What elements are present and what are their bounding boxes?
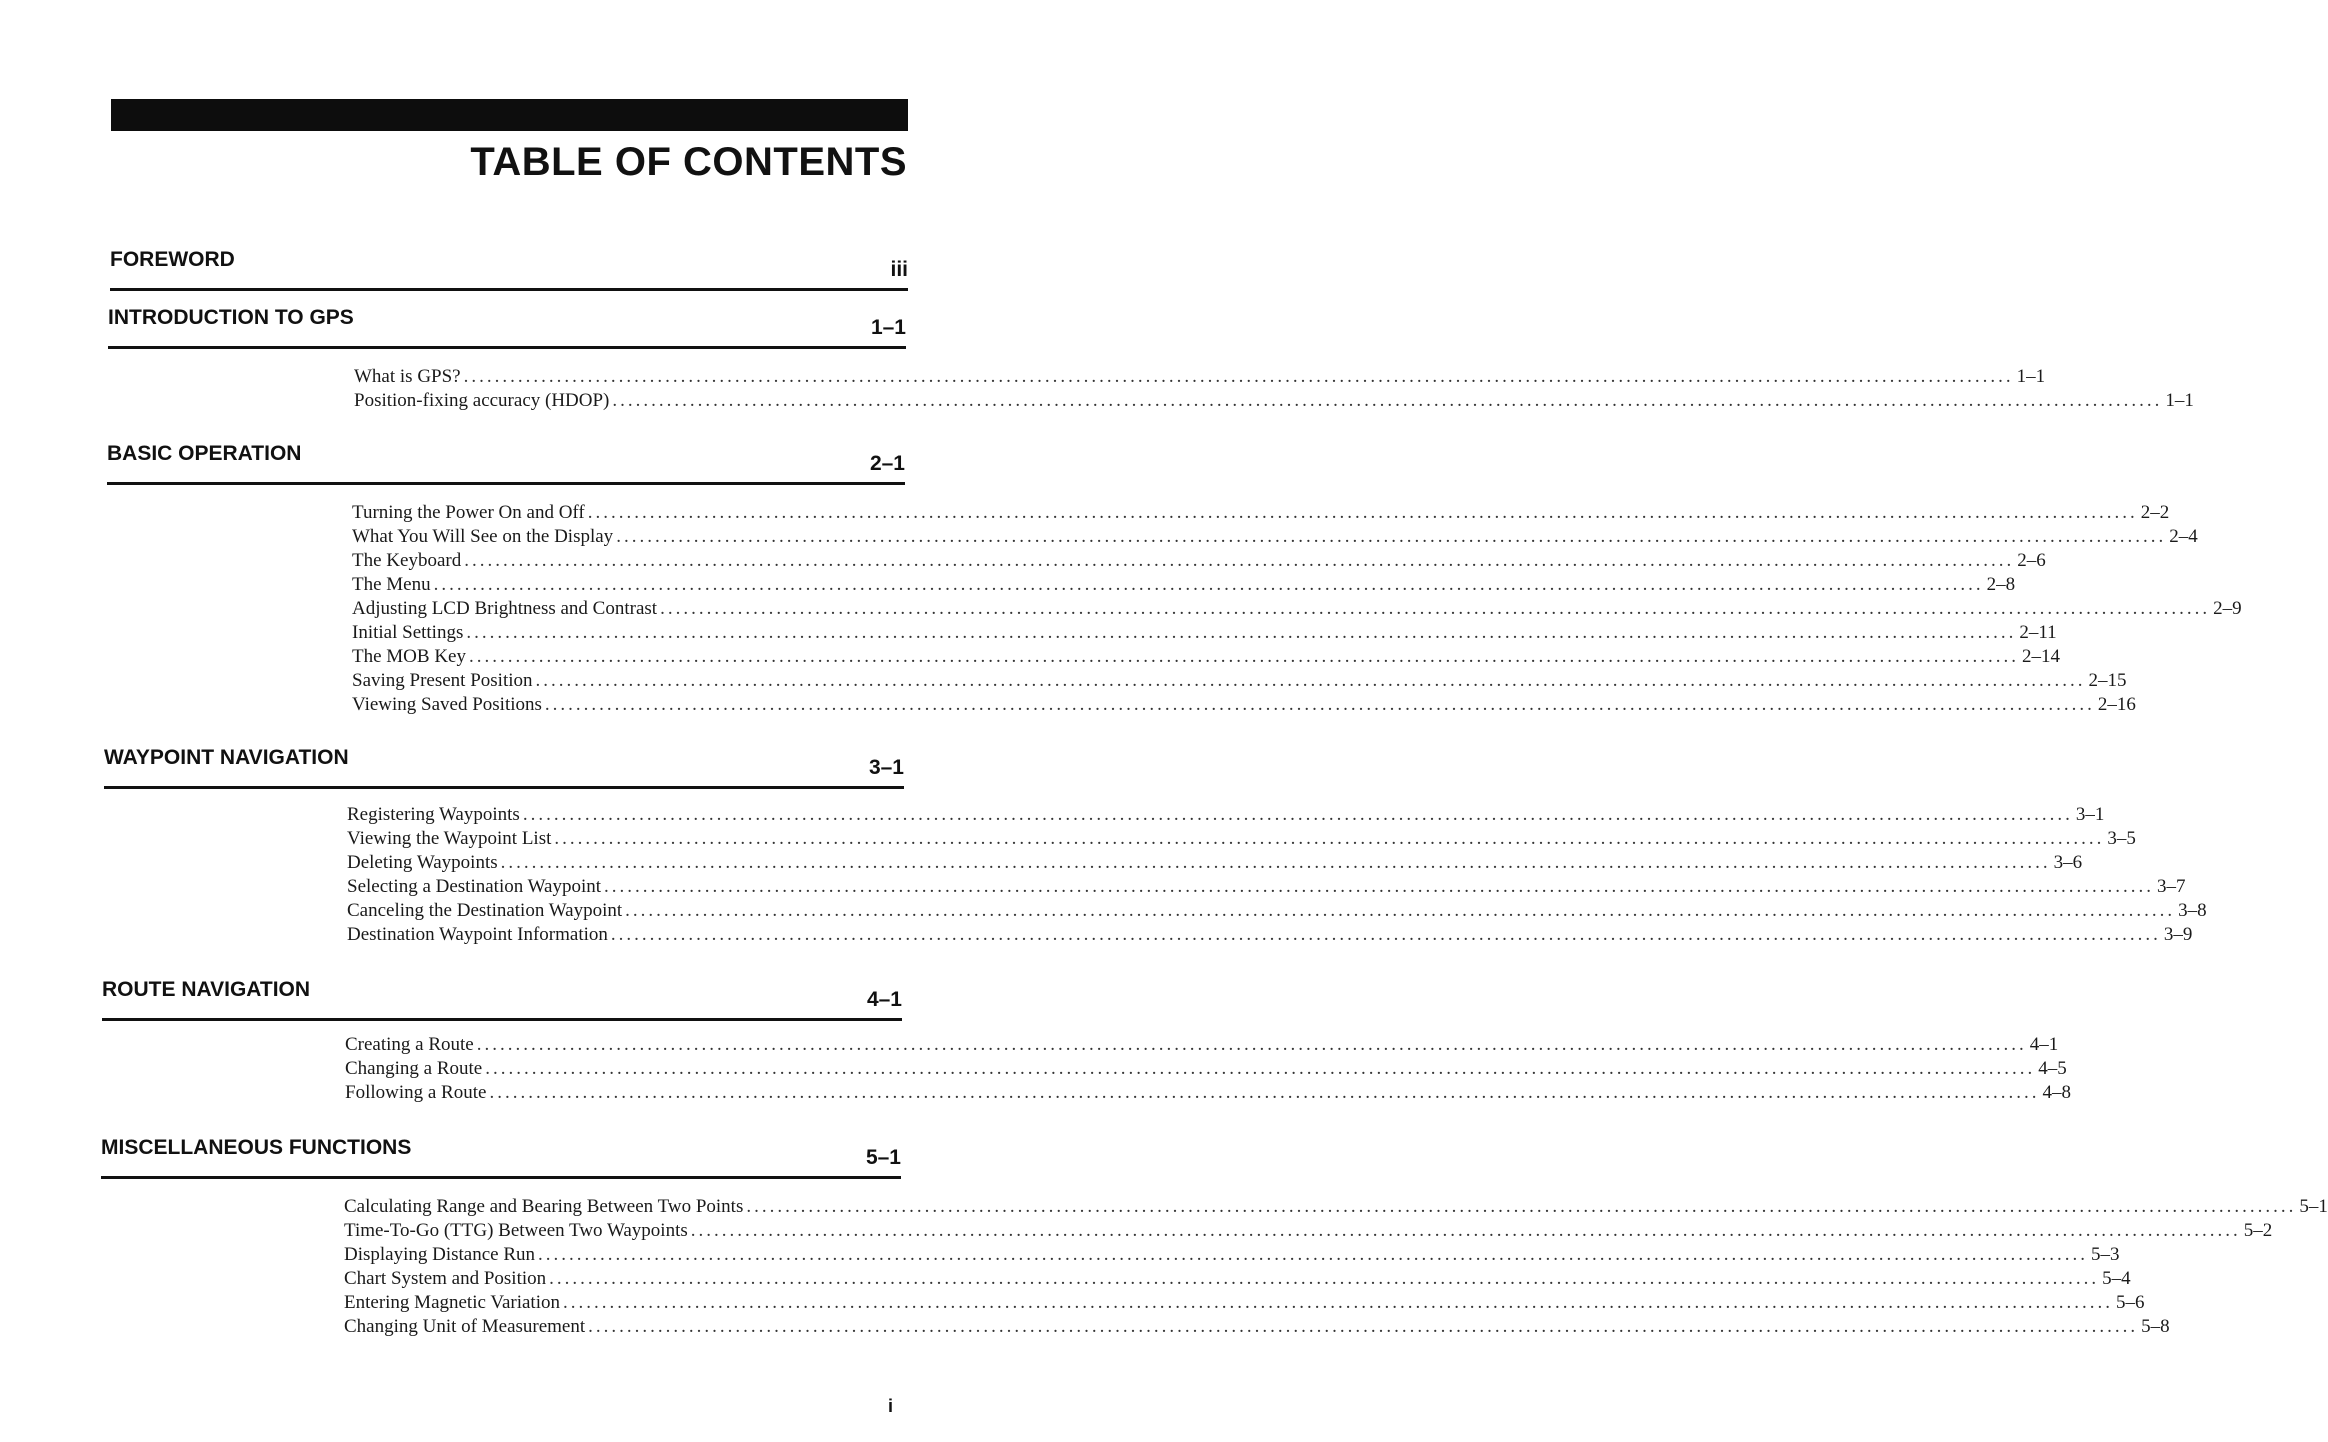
- entry-page: 2–6: [2017, 550, 2046, 571]
- entry-page: 3–6: [2053, 852, 2083, 873]
- entry-label: Changing a Route: [345, 1058, 483, 1079]
- dot-leader: ........................................................................................................................................................................................................: [610, 924, 2161, 945]
- dot-leader: ........................................................................................................................................................................................................: [612, 390, 2163, 411]
- toc-entries-miscellaneous-functions: [344, 1196, 2328, 1340]
- toc-entry[interactable]: [347, 828, 2136, 852]
- entry-label: Selecting a Destination Waypoint: [347, 876, 602, 897]
- section-page: 3–1: [868, 756, 904, 779]
- entry-page: 3–5: [2107, 828, 2136, 849]
- entry-label: Saving Present Position: [352, 670, 533, 691]
- toc-section-basic-operation: [107, 442, 905, 485]
- section-heading: [108, 306, 906, 349]
- entry-page: 2–14: [2021, 646, 2060, 667]
- entry-page: 5–3: [2091, 1244, 2120, 1265]
- toc-entry[interactable]: [354, 390, 2194, 414]
- dot-leader: ........................................................................................................................................................................................................: [690, 1220, 2241, 1241]
- entry-page: 2–11: [2019, 622, 2057, 643]
- dot-leader: ........................................................................................................................................................................................................: [500, 852, 2051, 873]
- toc-entry[interactable]: [347, 876, 2186, 900]
- page-title: TABLE OF CONTENTS: [470, 140, 907, 184]
- entry-label: Chart System and Position: [344, 1268, 547, 1289]
- section-heading: [104, 746, 904, 789]
- entry-page: 3–7: [2157, 876, 2186, 897]
- toc-entry[interactable]: [347, 804, 2105, 828]
- section-page: 5–1: [865, 1146, 901, 1169]
- dot-leader: ........................................................................................................................................................................................................: [468, 646, 2019, 667]
- entry-page: 4–1: [2029, 1034, 2059, 1055]
- toc-entry[interactable]: [352, 550, 2046, 574]
- toc-section-miscellaneous-functions: [101, 1136, 901, 1179]
- dot-leader: ........................................................................................................................................................................................................: [554, 828, 2105, 849]
- dot-leader: ........................................................................................................................................................................................................: [538, 1244, 2089, 1265]
- dot-leader: ........................................................................................................................................................................................................: [476, 1034, 2027, 1055]
- entry-page: 4–5: [2038, 1058, 2067, 1079]
- entry-page: 2–8: [1986, 574, 2016, 595]
- page-number: i: [888, 1396, 894, 1416]
- entry-page: 3–9: [2163, 924, 2193, 945]
- entry-label: Changing Unit of Measurement: [344, 1316, 586, 1337]
- entry-label: The MOB Key: [352, 646, 466, 667]
- toc-section-foreword: [110, 248, 908, 291]
- entry-page: 2–2: [2140, 502, 2170, 523]
- entry-label: Viewing Saved Positions: [352, 694, 542, 715]
- toc-entry[interactable]: [347, 852, 2083, 876]
- dot-leader: ........................................................................................................................................................................................................: [616, 526, 2167, 547]
- toc-entry[interactable]: [347, 924, 2193, 948]
- entry-page: 5–2: [2243, 1220, 2273, 1241]
- entry-page: 2–16: [2097, 694, 2136, 715]
- section-title[interactable]: INTRODUCTION TO GPS: [108, 306, 354, 329]
- dot-leader: ........................................................................................................................................................................................................: [549, 1268, 2100, 1289]
- section-heading: [101, 1136, 901, 1179]
- toc-entries-waypoint-navigation: [347, 804, 2207, 948]
- entry-label: What is GPS?: [354, 366, 461, 387]
- section-title[interactable]: BASIC OPERATION: [107, 442, 302, 465]
- toc-entry[interactable]: [352, 646, 2060, 670]
- entry-label: Creating a Route: [345, 1034, 474, 1055]
- toc-entry[interactable]: [344, 1268, 2131, 1292]
- toc-entry[interactable]: [344, 1316, 2170, 1340]
- entry-label: Initial Settings: [352, 622, 464, 643]
- section-page: 4–1: [866, 988, 902, 1011]
- toc-entry[interactable]: [352, 526, 2198, 550]
- dot-leader: ........................................................................................................................................................................................................: [544, 694, 2095, 715]
- dot-leader: ........................................................................................................................................................................................................: [485, 1058, 2036, 1079]
- entry-page: 2–15: [2088, 670, 2127, 691]
- entry-label: Following a Route: [345, 1082, 487, 1103]
- dot-leader: ........................................................................................................................................................................................................: [522, 804, 2073, 825]
- entry-page: 5–4: [2102, 1268, 2131, 1289]
- toc-section-introduction: [108, 306, 906, 349]
- toc-entry[interactable]: [352, 694, 2136, 718]
- toc-entry[interactable]: [352, 622, 2057, 646]
- toc-entry[interactable]: [345, 1034, 2059, 1058]
- toc-entry[interactable]: [352, 502, 2170, 526]
- entry-label: Canceling the Destination Waypoint: [347, 900, 623, 921]
- section-heading: [102, 978, 902, 1021]
- entry-label: What You Will See on the Display: [352, 526, 614, 547]
- toc-entry[interactable]: [344, 1292, 2145, 1316]
- dot-leader: ........................................................................................................................................................................................................: [535, 670, 2086, 691]
- toc-entry[interactable]: [352, 670, 2127, 694]
- section-title[interactable]: WAYPOINT NAVIGATION: [104, 746, 349, 769]
- title-bar-rule: [111, 99, 908, 131]
- entry-page: 5–6: [2115, 1292, 2145, 1313]
- entry-label: Destination Waypoint Information: [347, 924, 608, 945]
- entry-page: 1–1: [2016, 366, 2046, 387]
- dot-leader: ........................................................................................................................................................................................................: [562, 1292, 2113, 1313]
- section-title[interactable]: ROUTE NAVIGATION: [102, 978, 311, 1001]
- toc-entry[interactable]: [345, 1082, 2071, 1106]
- section-page: 1–1: [870, 316, 906, 339]
- toc-entry[interactable]: [352, 598, 2242, 622]
- section-page: iii: [890, 258, 908, 281]
- dot-leader: ........................................................................................................................................................................................................: [625, 900, 2176, 921]
- dot-leader: ........................................................................................................................................................................................................: [588, 1316, 2139, 1337]
- toc-entry[interactable]: [347, 900, 2207, 924]
- section-title[interactable]: FOREWORD: [110, 248, 235, 271]
- entry-label: Displaying Distance Run: [344, 1244, 536, 1265]
- entry-label: Adjusting LCD Brightness and Contrast: [352, 598, 658, 619]
- dot-leader: ........................................................................................................................................................................................................: [463, 366, 2014, 387]
- entry-page: 4–8: [2042, 1082, 2071, 1103]
- section-heading: [107, 442, 905, 485]
- entry-page: 1–1: [2165, 390, 2194, 411]
- dot-leader: ........................................................................................................................................................................................................: [746, 1196, 2297, 1217]
- entry-label: Calculating Range and Bearing Between Two Points: [344, 1196, 744, 1217]
- toc-entry[interactable]: [344, 1244, 2120, 1268]
- toc-entries-introduction: [354, 366, 2194, 414]
- dot-leader: ........................................................................................................................................................................................................: [604, 876, 2155, 897]
- section-heading: [110, 248, 908, 291]
- toc-entry[interactable]: [344, 1220, 2273, 1244]
- entry-page: 2–9: [2213, 598, 2242, 619]
- entry-page: 3–1: [2075, 804, 2105, 825]
- entry-page: 3–8: [2178, 900, 2207, 921]
- entry-label: The Keyboard: [352, 550, 462, 571]
- entry-label: Viewing the Waypoint List: [347, 828, 552, 849]
- entry-label: Time-To-Go (TTG) Between Two Waypoints: [344, 1220, 688, 1241]
- dot-leader: ........................................................................................................................................................................................................: [466, 622, 2017, 643]
- toc-entries-route-navigation: [345, 1034, 2071, 1106]
- dot-leader: ........................................................................................................................................................................................................: [464, 550, 2015, 571]
- toc-entry[interactable]: [354, 366, 2046, 390]
- entry-label: Deleting Waypoints: [347, 852, 498, 873]
- entry-label: Turning the Power On and Off: [352, 502, 585, 523]
- entry-label: The Menu: [352, 574, 431, 595]
- entry-label: Entering Magnetic Variation: [344, 1292, 560, 1313]
- toc-entry[interactable]: [345, 1058, 2067, 1082]
- dot-leader: ........................................................................................................................................................................................................: [489, 1082, 2040, 1103]
- toc-entry[interactable]: [352, 574, 2016, 598]
- dot-leader: ........................................................................................................................................................................................................: [660, 598, 2211, 619]
- section-title[interactable]: MISCELLANEOUS FUNCTIONS: [101, 1136, 412, 1159]
- entry-label: Registering Waypoints: [347, 804, 520, 825]
- section-page: 2–1: [869, 452, 905, 475]
- dot-leader: ........................................................................................................................................................................................................: [587, 502, 2138, 523]
- entry-page: 2–4: [2169, 526, 2198, 547]
- entry-label: Position-fixing accuracy (HDOP): [354, 390, 610, 411]
- dot-leader: ........................................................................................................................................................................................................: [433, 574, 1984, 595]
- toc-entries-basic-operation: [352, 502, 2242, 718]
- toc-section-route-navigation: [102, 978, 902, 1021]
- toc-section-waypoint-navigation: [104, 746, 904, 789]
- entry-page: 5–1: [2299, 1196, 2328, 1217]
- entry-page: 5–8: [2141, 1316, 2170, 1337]
- toc-entry[interactable]: [344, 1196, 2328, 1220]
